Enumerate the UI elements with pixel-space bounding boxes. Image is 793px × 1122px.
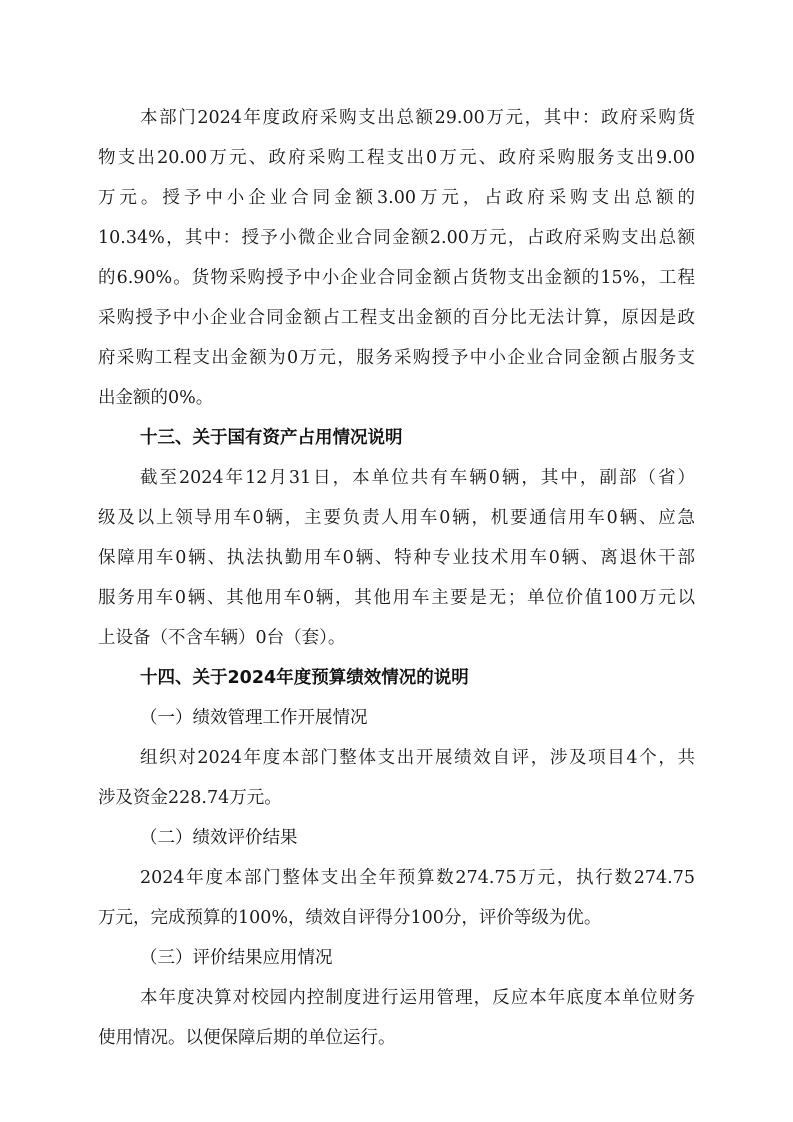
- paragraph-line: 上设备（不含车辆）0台（套）。: [98, 628, 346, 648]
- paragraph-line: 涉及资金228.74万元。: [98, 788, 282, 808]
- paragraph-line: 服务用车0辆、其他用车0辆，其他用车主要是无；单位价值100万元以: [98, 588, 695, 608]
- section-14-heading: 十四、关于2024年度预算绩效情况的说明: [140, 668, 469, 688]
- paragraph-line: 物支出20.00万元、政府采购工程支出0万元、政府采购服务支出9.00: [98, 148, 695, 168]
- paragraph-line: 使用情况。以便保障后期的单位运行。: [98, 1028, 396, 1048]
- section-13-heading: 十三、关于国有资产占用情况说明: [140, 428, 403, 448]
- paragraph-line: 本部门2024年度政府采购支出总额29.00万元，其中：政府采购货: [140, 108, 695, 128]
- paragraph-line: 的6.90%。货物采购授予中小企业合同金额占货物支出金额的15%，工程: [98, 268, 695, 288]
- paragraph-line: 府采购工程支出金额为0万元，服务采购授予中小企业合同金额占服务支: [98, 348, 695, 368]
- paragraph-line: 保障用车0辆、执法执勤用车0辆、特种专业技术用车0辆、离退休干部: [98, 548, 695, 568]
- subsection-2-heading: （二）绩效评价结果: [140, 828, 298, 848]
- paragraph-line: 出金额的0%。: [98, 388, 214, 408]
- paragraph-line: 级及以上领导用车0辆，主要负责人用车0辆，机要通信用车0辆、应急: [98, 508, 695, 528]
- paragraph-line: 本年度决算对校园内控制度进行运用管理，反应本年底度本单位财务: [140, 988, 695, 1008]
- paragraph-line: 截至2024年12月31日，本单位共有车辆0辆，其中，副部（省）: [140, 468, 695, 488]
- paragraph-line: 采购授予中小企业合同金额占工程支出金额的百分比无法计算，原因是政: [98, 308, 695, 328]
- paragraph-line: 万元，完成预算的100%，绩效自评得分100分，评价等级为优。: [98, 908, 602, 928]
- subsection-3-heading: （三）评价结果应用情况: [140, 948, 333, 968]
- paragraph-line: 2024年度本部门整体支出全年预算数274.75万元，执行数274.75: [140, 868, 695, 888]
- subsection-1-heading: （一）绩效管理工作开展情况: [140, 708, 368, 728]
- paragraph-line: 组织对2024年度本部门整体支出开展绩效自评，涉及项目4个，共: [140, 748, 695, 768]
- paragraph-line: 10.34%，其中：授予小微企业合同金额2.00万元，占政府采购支出总额: [98, 228, 695, 248]
- paragraph-line: 万元。授予中小企业合同金额3.00万元，占政府采购支出总额的: [98, 188, 695, 208]
